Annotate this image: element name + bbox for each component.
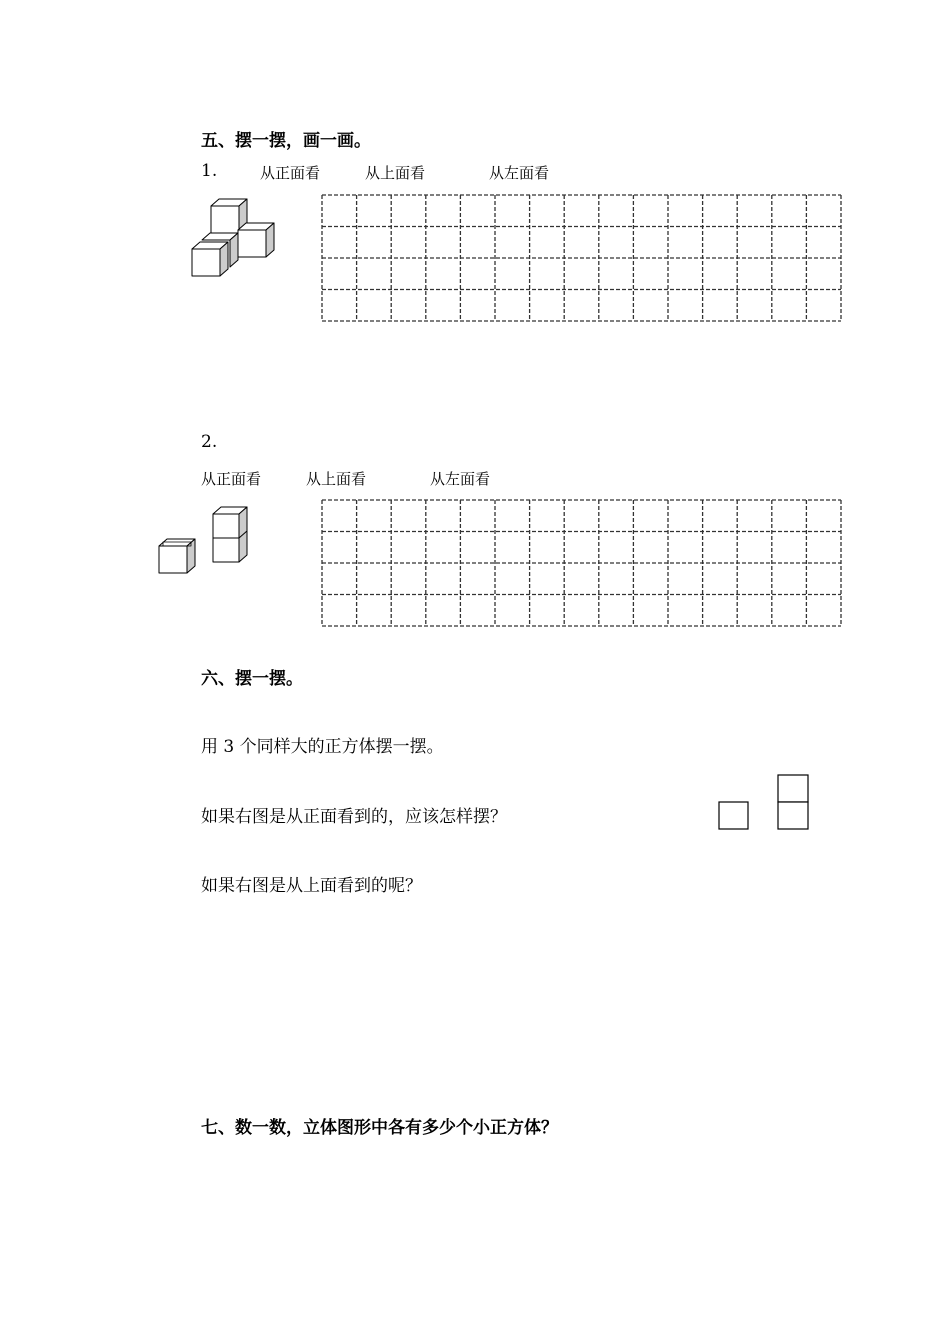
q2-cube-figure: [155, 500, 255, 580]
q2-drawing-grid[interactable]: [321, 499, 842, 627]
section-6-question-front: 如果右图是从正面看到的，应该怎样摆？: [201, 807, 507, 827]
section-6-instruction: 用 3 个同样大的正方体摆一摆。: [201, 737, 444, 757]
question-1-number: 1.: [201, 161, 218, 181]
section-6-heading: 六、摆一摆。: [201, 669, 303, 689]
q2-label-left-view: 从左面看: [430, 470, 491, 488]
question-2-number: 2.: [201, 432, 218, 452]
section-5-heading: 五、摆一摆，画一画。: [201, 131, 371, 151]
q1-cube-figure: [185, 192, 285, 292]
q2-label-top-view: 从上面看: [306, 470, 367, 488]
section-6-question-top: 如果右图是从上面看到的呢？: [201, 876, 422, 896]
section-6-view-figure: [716, 772, 816, 836]
q1-label-front-view: 从正面看: [260, 164, 321, 182]
q1-drawing-grid[interactable]: [321, 194, 842, 322]
section-7-heading: 七、数一数，立体图形中各有多少个小正方体？: [201, 1118, 558, 1138]
q1-label-left-view: 从左面看: [489, 164, 550, 182]
q2-label-front-view: 从正面看: [201, 470, 262, 488]
q1-label-top-view: 从上面看: [365, 164, 426, 182]
